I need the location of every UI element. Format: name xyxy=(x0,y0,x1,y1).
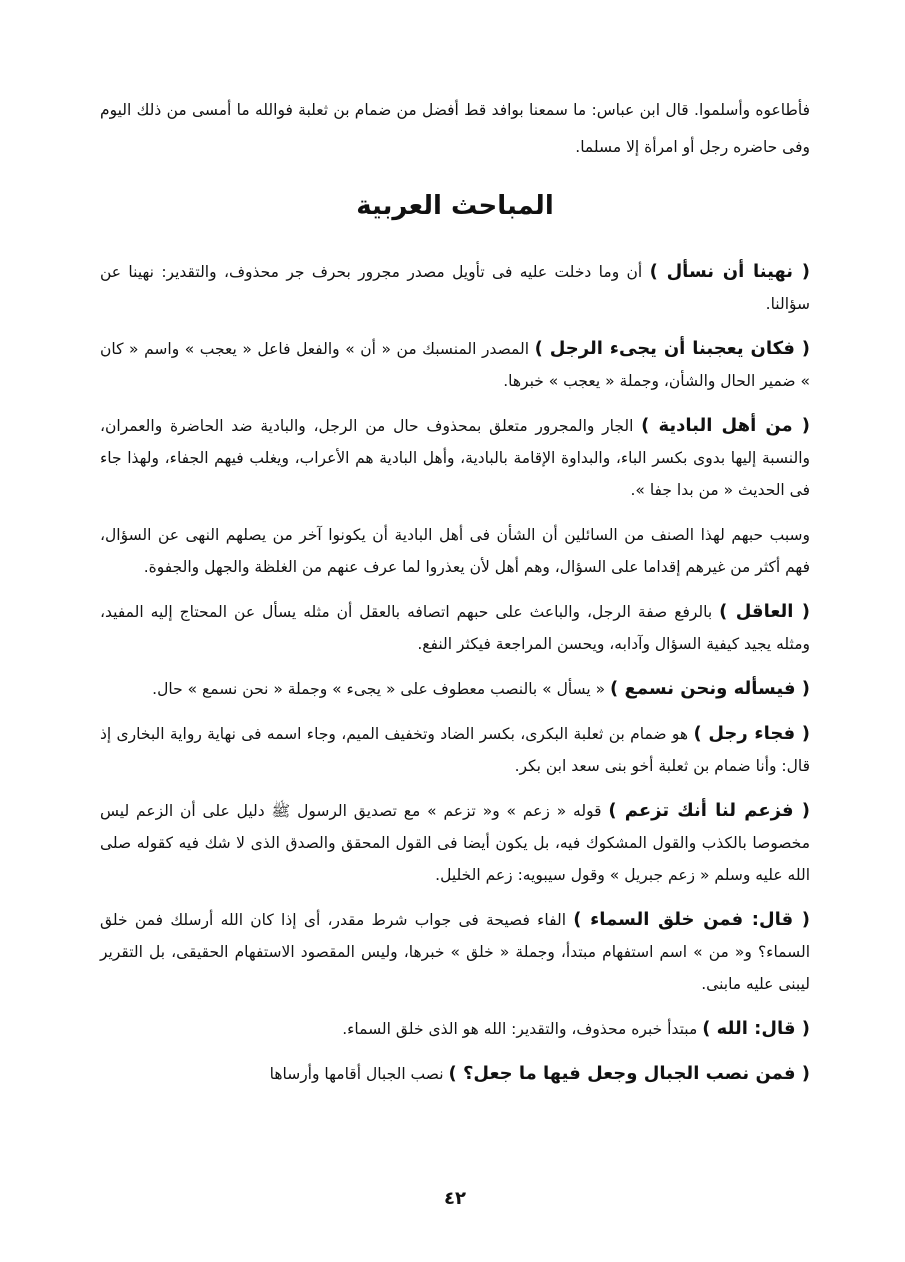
paragraph-4-text: وسبب حبهم لهذا الصنف من السائلين أن الشأن فى أهل البادية أن يكونوا آخر من يصلهم النهى عن السؤال، فهم أكثر من غيرهم إقداما على السؤال، وهم أهل لأن يعذروا لما عرف عنهم من الغلظة والجهل والجفوة. xyxy=(100,526,810,576)
paragraph-3-text: الجار والمجرور متعلق بمحذوف حال من الرجل، والبادية ضد الحاضرة والعمران، والنسبة إليها بدوى بكسر الباء، والبداوة الإقامة بالبادية، وأهل البادية هم الأعراب، ويغلب فيهم الجفاء، ولهذا جاء فى الحديث « من بدا جفا ». xyxy=(100,417,810,499)
paragraph-8-term: ( فزعم لنا أنك تزعم ) xyxy=(608,800,810,821)
paragraph-8 xyxy=(100,795,810,891)
paragraph-2 xyxy=(100,333,810,397)
paragraph-1-term: ( نهينا أن نسأل ) xyxy=(649,261,811,282)
paragraph-9 xyxy=(100,904,810,1000)
paragraph-2-text: المصدر المنسبك من « أن » والفعل فاعل « يعجب » واسم « كان » ضمير الحال والشأن، وجملة « يعجب » خبرها. xyxy=(100,340,810,390)
paragraph-9-term: ( قال: فمن خلق السماء ) xyxy=(573,909,810,930)
paragraph-5 xyxy=(100,596,810,660)
document-page xyxy=(100,92,810,1212)
paragraph-7-term: ( فجاء رجل ) xyxy=(693,723,811,744)
paragraph-7 xyxy=(100,718,810,782)
paragraph-1 xyxy=(100,256,810,320)
paragraph-8-text: قوله « زعم » و« تزعم » مع تصديق الرسول ﷺ دليل على أن الزعم ليس مخصوصا بالكذب والقول المشكوك فيه، بل يكون أيضا فى القول المحقق والصدق الذى لا شك فيه كقوله صلى الله عليه وسلم « زعم جبريل » وقول سيبويه: زعم الخليل. xyxy=(100,802,810,884)
paragraph-3-term: ( من أهل البادية ) xyxy=(641,415,810,436)
paragraph-11 xyxy=(100,1058,810,1090)
paragraph-2-term: ( فكان يعجبنا أن يجىء الرجل ) xyxy=(534,338,810,359)
paragraph-9-text: الفاء فصيحة فى جواب شرط مقدر، أى إذا كان الله أرسلك فمن خلق السماء؟ و« من » اسم استفهام مبتدأ، وجملة « خلق » خبرها، وليس المقصود الاستفهام الحقيقى، بل التقرير ليبنى عليه مابنى. xyxy=(100,911,810,993)
section-title: المباحث العربية xyxy=(356,191,554,221)
paragraph-3 xyxy=(100,410,810,506)
paragraph-10-text: مبتدأ خبره محذوف، والتقدير: الله هو الذى خلق السماء. xyxy=(342,1020,703,1038)
paragraph-6-text: « يسأل » بالنصب معطوف على « يجىء » وجملة « نحن نسمع » حال. xyxy=(152,680,611,698)
paragraph-6-term: ( فيسأله ونحن نسمع ) xyxy=(610,678,810,699)
paragraph-11-term: ( فمن نصب الجبال وجعل فيها ما جعل؟ ) xyxy=(448,1063,810,1084)
paragraph-5-text: بالرفع صفة الرجل، والباعث على حبهم اتصافه بالعقل أن مثله يسأل عن المحتاج إليه المفيد، ومثله يجيد كيفية السؤال وآدابه، ويحسن المراجعة فيكثر النفع. xyxy=(100,603,810,653)
paragraph-1-text: أن وما دخلت عليه فى تأويل مصدر مجرور بحرف جر محذوف، والتقدير: نهينا عن سؤالنا. xyxy=(100,263,810,313)
paragraph-5-term: ( العاقل ) xyxy=(719,601,810,622)
paragraph-10-term: ( قال: الله ) xyxy=(702,1018,810,1039)
paragraph-7-text: هو ضمام بن ثعلبة البكرى، بكسر الضاد وتخفيف الميم، وجاء اسمه فى نهاية رواية البخارى إذ قال: وأنا ضمام بن ثعلبة أخو بنى سعد ابن بكر. xyxy=(100,725,810,775)
intro-paragraph: فأطاعوه وأسلموا. قال ابن عباس: ما سمعنا بوافد قط أفضل من ضمام بن ثعلبة فوالله ما أمسى من ذلك اليوم وفى حاضره رجل أو امرأة إلا مسلما. xyxy=(100,101,810,156)
paragraph-6 xyxy=(100,673,810,705)
paragraph-10 xyxy=(100,1013,810,1045)
page-number: ٤٢ xyxy=(444,1188,466,1209)
paragraph-11-text: نصب الجبال أقامها وأرساها xyxy=(269,1065,449,1083)
paragraph-4 xyxy=(100,519,810,583)
